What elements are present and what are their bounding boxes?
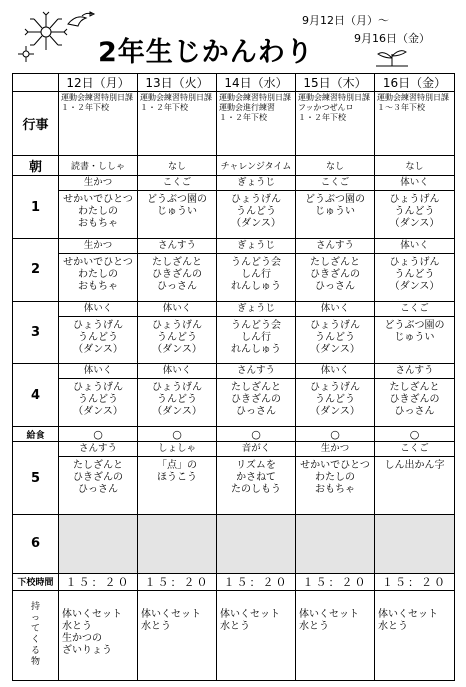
lesson-content bbox=[296, 317, 374, 356]
motsu-item: 体いくセット bbox=[299, 608, 359, 620]
day-header: 14日（水） bbox=[217, 74, 296, 92]
asa-row bbox=[13, 155, 455, 175]
period-row-4 bbox=[13, 364, 455, 427]
gyouji-line2: 運動会進行練習 １・２年下校 bbox=[219, 103, 283, 123]
period-cell bbox=[375, 176, 455, 239]
gekou-row bbox=[13, 573, 455, 590]
lesson-content-line: たしざんと bbox=[73, 460, 123, 472]
lesson-content-line: （ダンス） bbox=[389, 280, 440, 292]
header bbox=[0, 0, 466, 72]
period-cell bbox=[296, 238, 375, 301]
lesson-content bbox=[296, 379, 374, 418]
motsu-item: 生かつの bbox=[62, 632, 102, 644]
motsu-cell bbox=[138, 590, 217, 680]
motsu-cell bbox=[59, 590, 138, 680]
subject-label: 体いく bbox=[296, 364, 374, 379]
asa-cell: チャレンジタイム bbox=[217, 155, 296, 175]
lesson-content-line: ひきざんの bbox=[310, 268, 360, 280]
gyouji-cell bbox=[138, 92, 217, 156]
row-label-period-2: 2 bbox=[13, 238, 59, 301]
period-cell bbox=[138, 238, 217, 301]
period-cell bbox=[217, 442, 296, 515]
subject-label: 音がく bbox=[217, 442, 295, 457]
lesson-content-line: ひょうげん bbox=[73, 319, 123, 331]
period-cell bbox=[138, 364, 217, 427]
lesson-content bbox=[59, 317, 137, 356]
lesson-content-line: （ダンス） bbox=[231, 218, 281, 230]
period-row-3 bbox=[13, 301, 455, 364]
lesson-content-line: うんどう bbox=[394, 268, 435, 280]
date-range-end: 9月16日（金） bbox=[354, 32, 430, 45]
lesson-content-line: わたしの bbox=[315, 472, 355, 484]
lesson-content bbox=[138, 191, 216, 218]
lesson-content-line: ほうこう bbox=[157, 472, 197, 484]
motsu-cell bbox=[296, 590, 375, 680]
subject-label: 体いく bbox=[375, 239, 454, 254]
lesson-content-line: （ダンス） bbox=[73, 406, 123, 418]
lesson-content-line: たしざんと bbox=[389, 382, 440, 394]
empty-period-cell bbox=[296, 515, 375, 574]
lesson-content-line: うんどう bbox=[78, 331, 118, 343]
period-cell bbox=[296, 176, 375, 239]
subject-label: さんすう bbox=[296, 239, 374, 254]
lesson-content bbox=[296, 191, 374, 218]
day-header: 13日（火） bbox=[138, 74, 217, 92]
period-cell bbox=[138, 442, 217, 515]
lesson-content-line: リズムを bbox=[236, 460, 276, 472]
gyouji-cell bbox=[375, 92, 455, 156]
lesson-content bbox=[138, 254, 216, 293]
kyushoku-mark: ○ bbox=[217, 427, 296, 442]
lesson-content-line: れんしゅう bbox=[231, 280, 281, 292]
motsu-item: 水とう bbox=[220, 620, 250, 632]
motsu-item: 体いくセット bbox=[220, 608, 280, 620]
subject-label: 生かつ bbox=[296, 442, 374, 457]
empty-period-cell bbox=[138, 515, 217, 574]
gyouji-line2: １・２年下校 bbox=[140, 103, 188, 113]
lesson-content-line: ひょうげん bbox=[152, 319, 202, 331]
period-cell bbox=[375, 238, 455, 301]
gyouji-line2: フッかつぜんロ １・２年下校 bbox=[298, 103, 362, 123]
lesson-content-line: ひっさん bbox=[236, 406, 276, 418]
lesson-content-line: せかいでひとつ bbox=[63, 256, 133, 268]
kyushoku-mark: ○ bbox=[296, 427, 375, 442]
period-cell bbox=[375, 364, 455, 427]
subject-label: さんすう bbox=[138, 239, 216, 254]
motsu-cell bbox=[375, 590, 455, 680]
row-label-period-5: 5 bbox=[13, 442, 59, 515]
lesson-content-line: うんどう bbox=[78, 394, 118, 406]
kyushoku-mark: ○ bbox=[59, 427, 138, 442]
lesson-content-line: ひきざんの bbox=[231, 394, 281, 406]
empty-period-cell bbox=[375, 515, 455, 574]
motsu-item: ざいりょう bbox=[62, 644, 112, 656]
empty-period-cell bbox=[59, 515, 138, 574]
day-header: 12日（月） bbox=[59, 74, 138, 92]
period-cell bbox=[217, 176, 296, 239]
motsu-item: 体いくセット bbox=[141, 608, 201, 620]
lesson-content-line: しん出かん字 bbox=[384, 460, 445, 472]
lesson-content bbox=[59, 254, 137, 293]
period-cell bbox=[296, 442, 375, 515]
subject-label: ぎょうじ bbox=[217, 302, 295, 317]
lesson-content-line: （ダンス） bbox=[152, 343, 202, 355]
period-cell bbox=[217, 238, 296, 301]
lesson-content-line: ひっさん bbox=[315, 280, 355, 292]
lesson-content-line: うんどう会 bbox=[231, 256, 281, 268]
lesson-content-line: ひょうげん bbox=[152, 382, 202, 394]
period-row-1 bbox=[13, 176, 455, 239]
motsu-label-text: 持 っ て く る 物 bbox=[30, 602, 40, 668]
day-header: 16日（金） bbox=[375, 74, 455, 92]
lesson-content bbox=[59, 379, 137, 418]
gyouji-line1: 運動会練習特別日課 bbox=[61, 93, 133, 103]
gyouji-line2: １・２年下校 bbox=[61, 103, 109, 113]
gyouji-line1: 運動会練習特別日課 bbox=[219, 93, 291, 103]
lesson-content-line: せかいでひとつ bbox=[300, 460, 370, 472]
corner-cell bbox=[13, 74, 59, 92]
lesson-content-line: じゅうい bbox=[394, 331, 435, 343]
period-cell bbox=[59, 442, 138, 515]
day-header: 15日（木） bbox=[296, 74, 375, 92]
gyouji-line1: 運動会練習特別日課 bbox=[298, 93, 370, 103]
motsu-item: 水とう bbox=[62, 620, 92, 632]
period-cell bbox=[217, 364, 296, 427]
asa-cell: 読書・ししゃ bbox=[59, 155, 138, 175]
lesson-content-line: うんどう bbox=[315, 331, 355, 343]
lesson-content-line: うんどう会 bbox=[231, 319, 281, 331]
lesson-content bbox=[375, 254, 454, 293]
lesson-content bbox=[217, 457, 295, 496]
row-label-period-4: 4 bbox=[13, 364, 59, 427]
day-header-row bbox=[13, 74, 455, 92]
lesson-content-line: たしざんと bbox=[310, 256, 360, 268]
lesson-content bbox=[375, 317, 454, 344]
lesson-content-line: じゅうい bbox=[157, 206, 197, 218]
lesson-content-line: ひょうげん bbox=[231, 194, 281, 206]
gekou-time: １５：２０ bbox=[59, 573, 138, 590]
period-cell bbox=[138, 176, 217, 239]
lesson-content-line: （ダンス） bbox=[73, 343, 123, 355]
gyouji-line1: 運動会練習特別日課 bbox=[377, 93, 449, 103]
lesson-content-line: せかいでひとつ bbox=[63, 194, 133, 206]
lesson-content-line: ひっさん bbox=[157, 280, 197, 292]
period-cell bbox=[59, 238, 138, 301]
period-cell bbox=[296, 364, 375, 427]
subject-label: さんすう bbox=[59, 442, 137, 457]
period-cell bbox=[59, 301, 138, 364]
lesson-content-line: 「点」の bbox=[157, 460, 197, 472]
lesson-content bbox=[296, 254, 374, 293]
subject-label: ぎょうじ bbox=[217, 176, 295, 191]
subject-label: こくご bbox=[375, 442, 454, 457]
lesson-content-line: ひきざんの bbox=[152, 268, 202, 280]
subject-label: こくご bbox=[138, 176, 216, 191]
lesson-content bbox=[217, 379, 295, 418]
row-label-period-6: 6 bbox=[13, 515, 59, 574]
lesson-content-line: どうぶつ園の bbox=[147, 194, 207, 206]
lesson-content bbox=[296, 457, 374, 496]
lesson-content bbox=[375, 457, 454, 472]
row-label-kyushoku: 給食 bbox=[13, 427, 59, 442]
period-cell bbox=[375, 301, 455, 364]
motsu-cell bbox=[217, 590, 296, 680]
period-cell bbox=[59, 364, 138, 427]
row-label-gyouji: 行事 bbox=[13, 92, 59, 156]
lesson-content bbox=[59, 457, 137, 496]
subject-label: さんすう bbox=[217, 364, 295, 379]
lesson-content-line: ひょうげん bbox=[389, 256, 440, 268]
gyouji-line1: 運動会練習特別日課 bbox=[140, 93, 212, 103]
kyushoku-row bbox=[13, 427, 455, 442]
lesson-content-line: うんどう bbox=[236, 206, 276, 218]
lesson-content bbox=[138, 317, 216, 356]
period-row-6 bbox=[13, 515, 455, 574]
subject-label: 体いく bbox=[59, 302, 137, 317]
lesson-content-line: ひょうげん bbox=[310, 382, 360, 394]
period-cell bbox=[59, 176, 138, 239]
lesson-content-line: ひょうげん bbox=[389, 194, 440, 206]
period-cell bbox=[375, 442, 455, 515]
lesson-content-line: ひっさん bbox=[394, 406, 435, 418]
timetable bbox=[12, 73, 455, 681]
motsu-item: 水とう bbox=[141, 620, 171, 632]
period-row-2 bbox=[13, 238, 455, 301]
lesson-content-line: おもちゃ bbox=[315, 484, 355, 496]
lesson-content-line: うんどう bbox=[157, 394, 197, 406]
row-label-motsu bbox=[13, 590, 59, 680]
lesson-content bbox=[217, 317, 295, 356]
empty-period-cell bbox=[217, 515, 296, 574]
lesson-content-line: ひっさん bbox=[78, 484, 118, 496]
subject-label: こくご bbox=[375, 302, 454, 317]
lesson-content-line: しん行 bbox=[241, 268, 271, 280]
lesson-content-line: たのしもう bbox=[231, 484, 281, 496]
subject-label: しょしゃ bbox=[138, 442, 216, 457]
page-title: 2年生じかんわり bbox=[98, 37, 314, 68]
gekou-time: １５：２０ bbox=[138, 573, 217, 590]
subject-label: 生かつ bbox=[59, 176, 137, 191]
subject-label: 体いく bbox=[375, 176, 454, 191]
lesson-content-line: れんしゅう bbox=[231, 343, 281, 355]
motsu-item: 水とう bbox=[378, 620, 408, 632]
lesson-content-line: うんどう bbox=[315, 394, 355, 406]
row-label-asa: 朝 bbox=[13, 155, 59, 175]
lesson-content-line: ひょうげん bbox=[73, 382, 123, 394]
lesson-content bbox=[138, 379, 216, 418]
lesson-content bbox=[375, 191, 454, 230]
kyushoku-mark: ○ bbox=[138, 427, 217, 442]
lesson-content-line: おもちゃ bbox=[78, 280, 118, 292]
gyouji-line2: １～３年下校 bbox=[377, 103, 425, 113]
subject-label: 生かつ bbox=[59, 239, 137, 254]
lesson-content-line: （ダンス） bbox=[310, 406, 360, 418]
gyouji-cell bbox=[59, 92, 138, 156]
subject-label: 体いく bbox=[59, 364, 137, 379]
kyushoku-mark: ○ bbox=[375, 427, 455, 442]
lesson-content bbox=[138, 457, 216, 484]
subject-label: さんすう bbox=[375, 364, 454, 379]
subject-label: 体いく bbox=[138, 302, 216, 317]
lesson-content bbox=[375, 379, 454, 418]
gekou-time: １５：２０ bbox=[375, 573, 455, 590]
lesson-content-line: しん行 bbox=[241, 331, 271, 343]
asa-cell: なし bbox=[375, 155, 455, 175]
row-label-gekou: 下校時間 bbox=[13, 573, 59, 590]
gekou-time: １５：２０ bbox=[217, 573, 296, 590]
lesson-content-line: たしざんと bbox=[231, 382, 281, 394]
period-cell bbox=[138, 301, 217, 364]
asa-cell: なし bbox=[296, 155, 375, 175]
subject-label: 体いく bbox=[138, 364, 216, 379]
subject-label: ぎょうじ bbox=[217, 239, 295, 254]
subject-label: 体いく bbox=[296, 302, 374, 317]
motsu-row bbox=[13, 590, 455, 680]
lesson-content-line: ひきざんの bbox=[73, 472, 123, 484]
gyouji-row bbox=[13, 92, 455, 156]
lesson-content bbox=[59, 191, 137, 230]
gyouji-cell bbox=[296, 92, 375, 156]
gekou-time: １５：２０ bbox=[296, 573, 375, 590]
period-cell bbox=[296, 301, 375, 364]
motsu-item: 体いくセット bbox=[378, 608, 438, 620]
lesson-content-line: わたしの bbox=[78, 206, 118, 218]
period-cell bbox=[217, 301, 296, 364]
lesson-content-line: うんどう bbox=[157, 331, 197, 343]
lesson-content-line: （ダンス） bbox=[152, 406, 202, 418]
lesson-content-line: おもちゃ bbox=[78, 218, 118, 230]
lesson-content-line: ひょうげん bbox=[310, 319, 360, 331]
subject-label: こくご bbox=[296, 176, 374, 191]
lesson-content-line: じゅうい bbox=[315, 206, 355, 218]
lesson-content-line: わたしの bbox=[78, 268, 118, 280]
lesson-content bbox=[217, 254, 295, 293]
motsu-item: 水とう bbox=[299, 620, 329, 632]
lesson-content-line: （ダンス） bbox=[310, 343, 360, 355]
period-row-5 bbox=[13, 442, 455, 515]
lesson-content-line: （ダンス） bbox=[389, 218, 440, 230]
row-label-period-3: 3 bbox=[13, 301, 59, 364]
asa-cell: なし bbox=[138, 155, 217, 175]
flower-illustration-icon bbox=[12, 6, 104, 68]
lesson-content-line: うんどう bbox=[394, 206, 435, 218]
lesson-content-line: かさねて bbox=[236, 472, 276, 484]
motsu-item: 体いくセット bbox=[62, 608, 122, 620]
lesson-content-line: たしざんと bbox=[152, 256, 202, 268]
gyouji-cell bbox=[217, 92, 296, 156]
lesson-content-line: どうぶつ園の bbox=[384, 319, 445, 331]
row-label-period-1: 1 bbox=[13, 176, 59, 239]
lesson-content-line: ひきざんの bbox=[389, 394, 440, 406]
lesson-content-line: どうぶつ園の bbox=[305, 194, 365, 206]
lesson-content bbox=[217, 191, 295, 230]
sprout-icon bbox=[372, 46, 412, 68]
date-range-start: 9月12日（月）～ bbox=[302, 14, 389, 27]
